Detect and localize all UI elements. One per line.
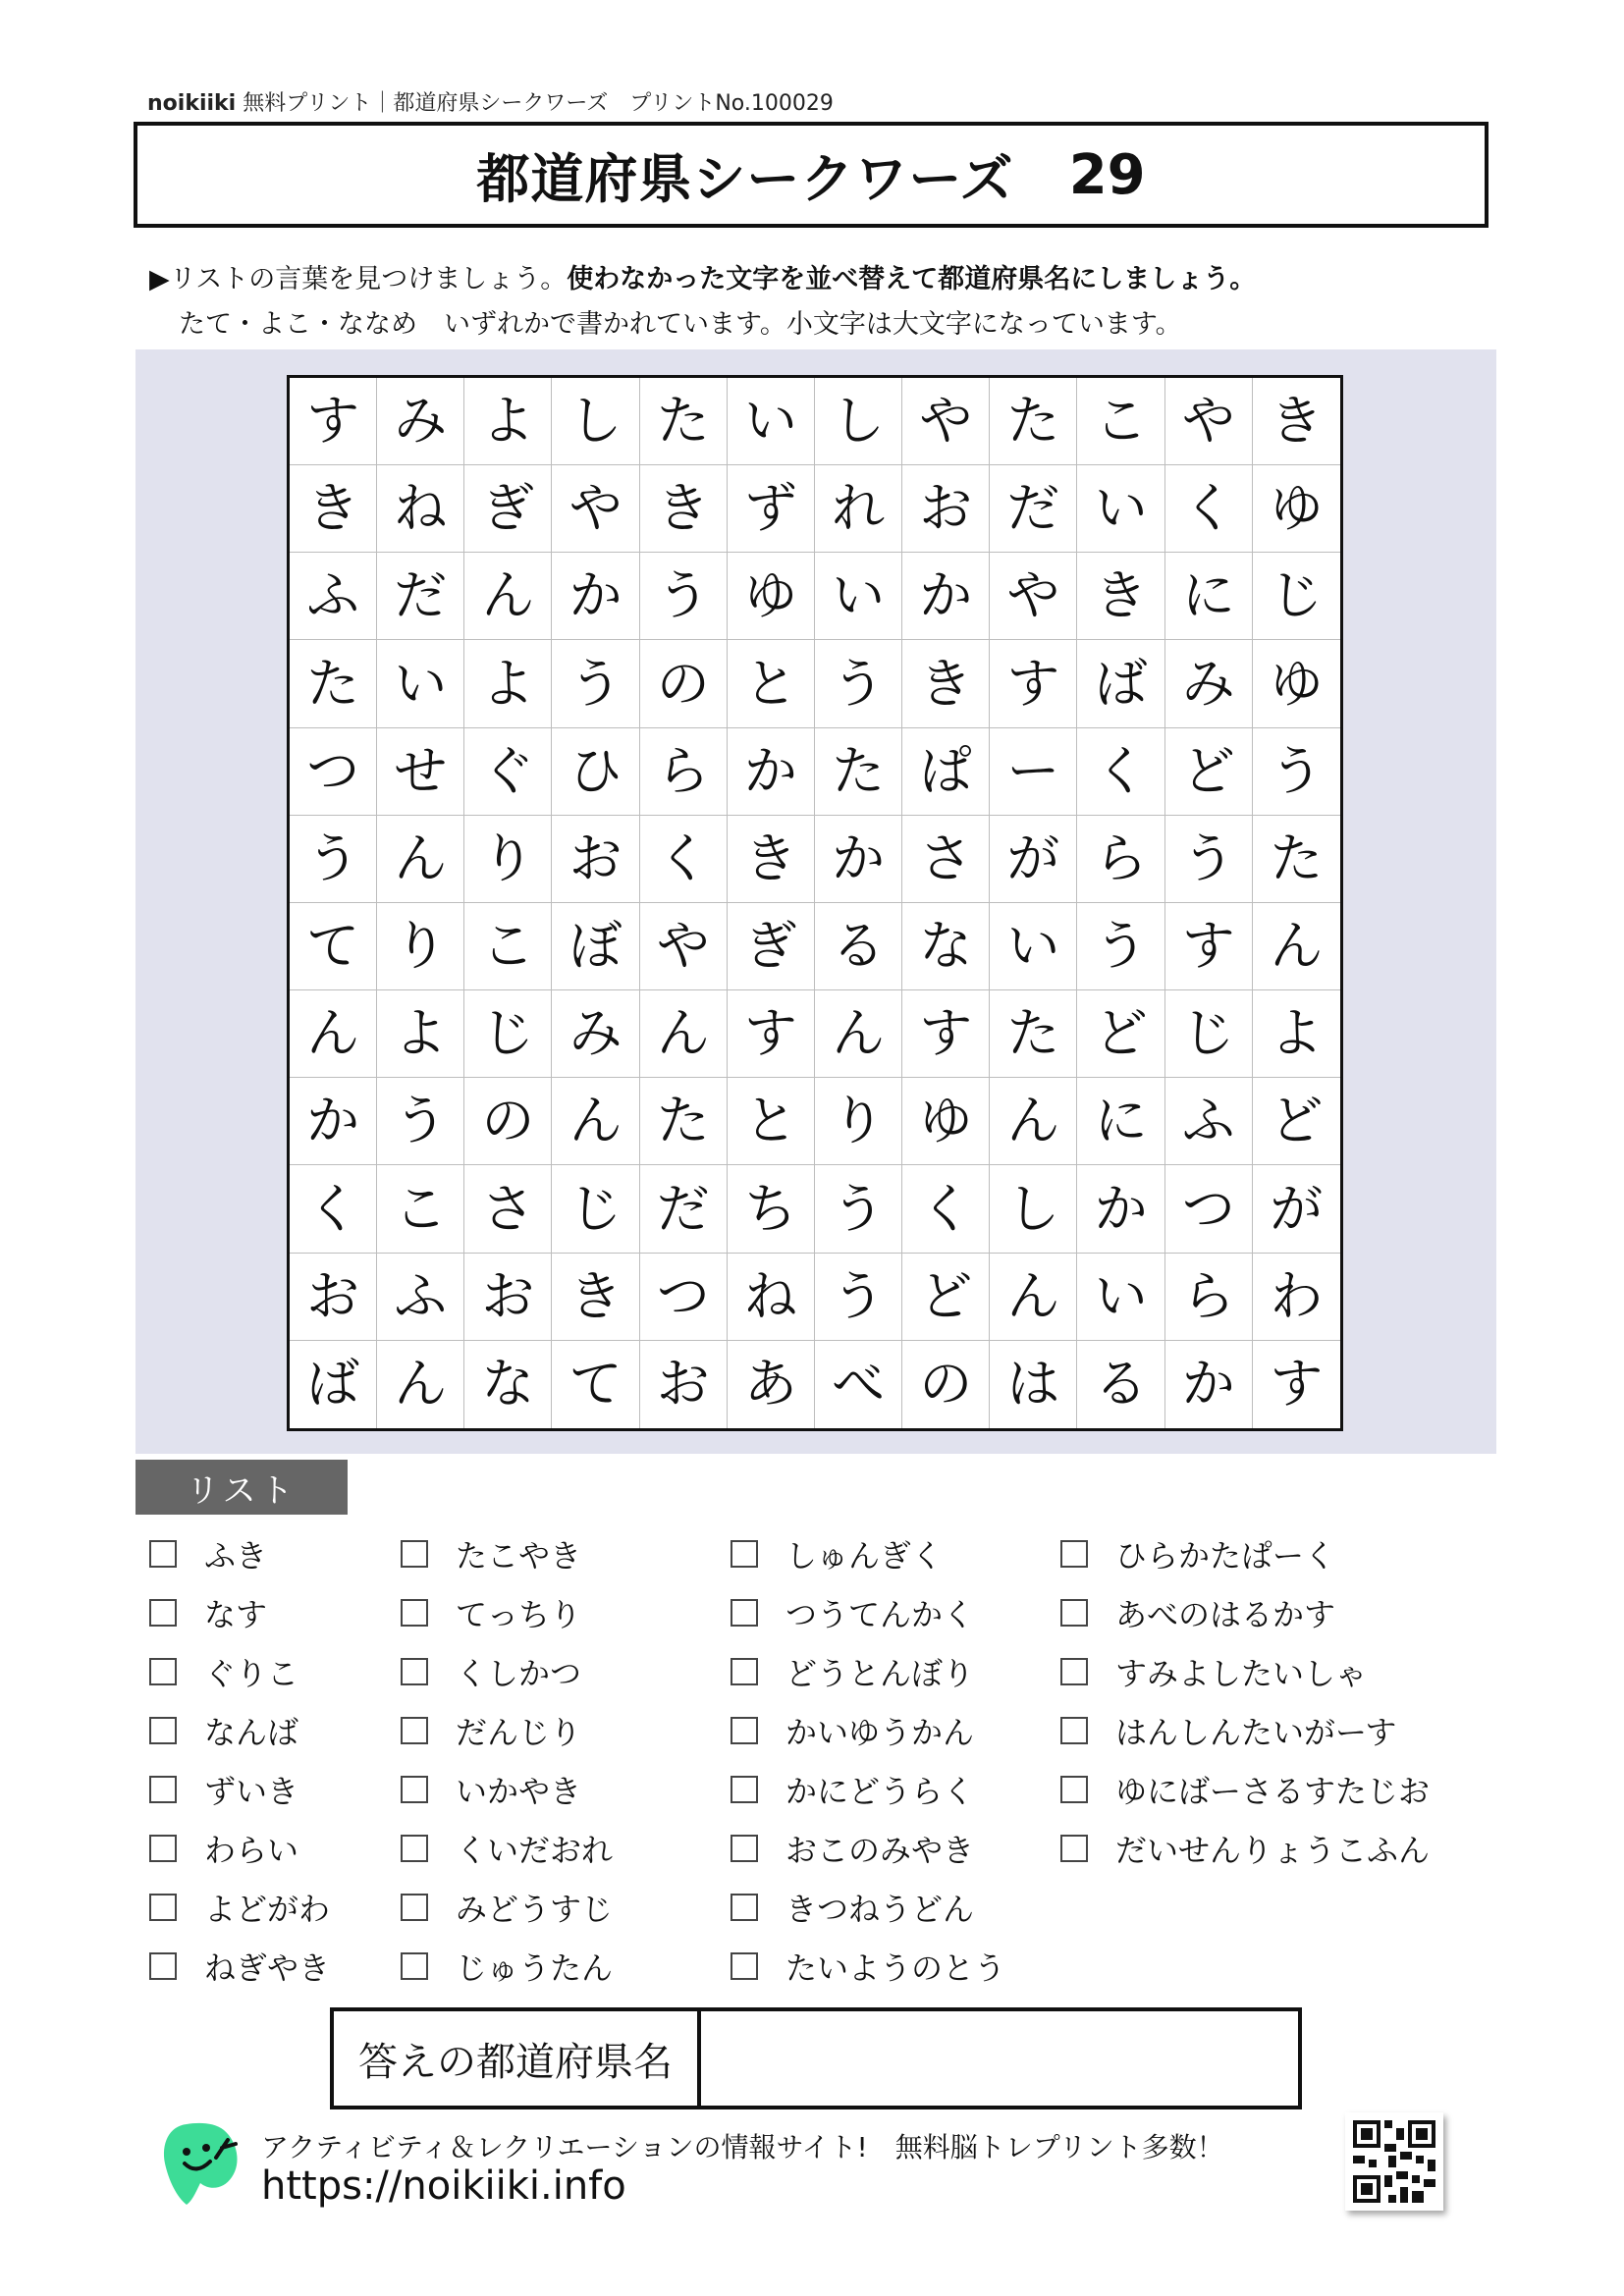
grid-cell: ん [640,990,728,1078]
grid-cell: ね [728,1254,815,1341]
word-label: ねぎやき [204,1949,331,1987]
list-item [401,1767,581,1812]
word-checkbox[interactable] [401,1717,428,1744]
footer-tagline: アクティビティ＆レクリエーションの情報サイト! 無料脳トレプリント多数！ [261,2131,1224,2163]
word-checkbox[interactable] [401,1658,428,1685]
footer-url[interactable]: https://noikiiki.info [261,2163,626,2209]
grid-cell: ち [728,1165,815,1253]
grid-cell: み [552,990,639,1078]
grid-cell: に [1077,1078,1164,1165]
word-checkbox[interactable] [149,1658,177,1685]
word-checkbox[interactable] [401,1835,428,1862]
word-checkbox[interactable] [1060,1658,1088,1685]
grid-cell: ぼ [552,903,639,990]
qr-code-icon [1345,2112,1443,2211]
grid-cell: か [1165,1341,1253,1428]
list-item [401,1708,581,1753]
grid-cell: こ [1077,378,1164,465]
word-label: ずいき [204,1773,299,1810]
grid-cell: ふ [377,1254,464,1341]
word-checkbox[interactable] [401,1540,428,1568]
grid-cell: な [902,903,990,990]
grid-cell: よ [464,640,552,727]
word-checkbox[interactable] [1060,1540,1088,1568]
grid-cell: ゆ [1253,640,1340,727]
grid-cell: ふ [1165,1078,1253,1165]
word-label: なす [204,1596,268,1633]
grid-cell: し [815,378,902,465]
word-checkbox[interactable] [731,1952,758,1980]
grid-cell: ん [377,816,464,903]
grid-cell: う [1165,816,1253,903]
grid-cell: す [728,990,815,1078]
grid-cell: ら [1165,1254,1253,1341]
list-item [401,1531,581,1576]
word-label: すみよしたいしゃ [1115,1655,1368,1692]
grid-cell: ぎ [464,465,552,553]
grid-cell: く [902,1165,990,1253]
grid-cell: た [290,640,377,727]
list-item [149,1708,298,1753]
grid-cell: す [902,990,990,1078]
grid-cell: ん [464,553,552,640]
grid-cell: の [464,1078,552,1165]
grid-cell: り [464,816,552,903]
answer-box [330,2007,1302,2109]
word-label: きつねうどん [785,1891,975,1928]
grid-cell: す [1270,1353,1324,1415]
word-checkbox[interactable] [731,1835,758,1862]
grid-cell: よ [1253,990,1340,1078]
grid-cell: う [815,640,902,727]
grid-cell: い [377,640,464,727]
list-title: リスト [135,1460,348,1515]
instruction-line-2: たて・よこ・ななめ いずれかで書かれています。小文字は大文字になっています。 [179,309,1182,340]
grid-cell: と [728,640,815,727]
word-label: じゅうたん [456,1949,614,1987]
grid-cell: ば [290,1341,377,1428]
grid-cell: い [1077,1254,1164,1341]
grid-cell: ど [1165,728,1253,816]
answer-label: 答えの都道府県名 [334,2011,701,2106]
list-item [731,1531,943,1576]
grid-cell: か [728,728,815,816]
word-checkbox[interactable] [149,1717,177,1744]
list-item [149,1649,298,1694]
grid-cell: ん [552,1078,639,1165]
grid-cell: と [728,1078,815,1165]
word-label: しゅんぎく [785,1537,944,1575]
list-item [149,1826,298,1871]
list-item [401,1885,613,1930]
grid-cell: ふ [290,553,377,640]
grid-cell: ん [290,990,377,1078]
grid-cell: だ [377,553,464,640]
word-checkbox[interactable] [401,1894,428,1921]
word-label: かいゆうかん [785,1714,975,1751]
grid-cell: の [640,640,728,727]
list-item [731,1767,974,1812]
grid-cell: き [1077,553,1164,640]
word-label: たいようのとう [785,1949,1006,1987]
grid-cell: ど [1077,990,1164,1078]
word-checkbox[interactable] [401,1776,428,1803]
grid-cell: う [640,553,728,640]
list-item [149,1944,330,1989]
grid-cell: か [815,816,902,903]
grid-cell: さ [464,1165,552,1253]
grid-cell: や [552,465,639,553]
grid-cell: に [1165,553,1253,640]
grid-cell: り [815,1078,902,1165]
list-item [1060,1826,1430,1871]
grid-cell: か [1077,1165,1164,1253]
grid-cell: わ [1253,1254,1340,1341]
word-label: どうとんぼり [785,1655,975,1692]
list-item [731,1649,974,1694]
page-title: 都道府県シークワーズ [476,147,1014,210]
grid-cell: き [552,1254,639,1341]
word-label: だいせんりょうこふん [1115,1832,1431,1869]
grid-cell: じ [1165,990,1253,1078]
list-item [1060,1649,1367,1694]
word-label: てっちり [456,1596,582,1633]
grid-cell: し [552,378,639,465]
grid-cell: う [1077,903,1164,990]
word-checkbox[interactable] [149,1776,177,1803]
grid-cell: き [290,465,377,553]
grid-cell: ひ [552,728,639,816]
grid-cell: う [377,1078,464,1165]
grid-cell: う [1253,728,1340,816]
header-line [147,86,834,117]
grid-cell: じ [552,1165,639,1253]
grid-cell: お [464,1254,552,1341]
list-item [149,1590,267,1635]
grid-cell: だ [640,1165,728,1253]
list-item [401,1826,613,1871]
word-label: つうてんかく [785,1596,975,1633]
grid-cell: い [815,553,902,640]
word-checkbox[interactable] [149,1952,177,1980]
grid-cell: さ [902,816,990,903]
grid-cell: か [552,553,639,640]
word-search-grid [287,375,1343,1431]
grid-cell: ゆ [728,553,815,640]
word-label: はんしんたいがーす [1115,1714,1397,1751]
grid-cell: た [990,990,1077,1078]
instruction-bold: 使わなかった文字を並べ替えて都道府県名にしましょう。 [567,264,1257,294]
word-label: ぐりこ [204,1655,299,1692]
grid-cell: の [902,1341,990,1428]
grid-cell: だ [990,465,1077,553]
grid-cell: た [640,378,728,465]
word-label: だんじり [456,1714,582,1751]
title-box [134,122,1489,228]
grid-cell: な [464,1341,552,1428]
word-label: ゆにばーさるすたじお [1115,1773,1431,1810]
word-checkbox[interactable] [731,1717,758,1744]
grid-cell: れ [815,465,902,553]
grid-cell: す [990,640,1077,727]
grid-cell: る [1077,1341,1164,1428]
grid-cell: べ [815,1341,902,1428]
word-label: くいだおれ [456,1832,614,1869]
grid-cell: て [290,903,377,990]
word-checkbox[interactable] [731,1894,758,1921]
grid-cell: た [990,378,1077,465]
list-item [731,1944,1005,1989]
grid-cell: う [815,1254,902,1341]
grid-cell: や [902,378,990,465]
grid-cell: く [640,816,728,903]
list-item [149,1531,267,1576]
word-label: なんば [204,1714,299,1751]
word-label: ひらかたぱーく [1115,1537,1336,1575]
word-label: かにどうらく [785,1773,975,1810]
word-label: よどがわ [204,1891,331,1928]
grid-cell: せ [377,728,464,816]
grid-cell: ん [815,990,902,1078]
word-label: ふき [204,1537,268,1575]
word-label: いかやき [456,1773,582,1810]
grid-cell: ん [990,1254,1077,1341]
list-item [149,1885,330,1930]
noikiiki-mascot-icon [157,2118,247,2213]
grid-cell: か [290,1078,377,1165]
word-checkbox[interactable] [1060,1776,1088,1803]
list-item [401,1944,613,1989]
grid-cell: た [1253,816,1340,903]
grid-cell: か [902,553,990,640]
grid-cell: く [290,1165,377,1253]
list-item [149,1767,298,1812]
grid-cell: う [815,1165,902,1253]
grid-cell: よ [464,378,552,465]
list-item [1060,1531,1335,1576]
grid-cell: い [1077,465,1164,553]
word-label: わらい [204,1832,299,1869]
grid-cell: く [1077,728,1164,816]
grid-cell: ど [902,1254,990,1341]
word-checkbox[interactable] [731,1599,758,1627]
list-item [731,1708,974,1753]
word-checkbox[interactable] [1060,1835,1088,1862]
grid-cell: き [902,640,990,727]
grid-cell: じ [464,990,552,1078]
grid-cell: つ [290,728,377,816]
grid-cell: た [815,728,902,816]
word-label: たこやき [456,1537,582,1575]
instruction-normal: ▶リストの言葉を見つけましょう。 [149,264,568,294]
list-item [1060,1767,1430,1812]
list-item [401,1590,581,1635]
grid-cell: お [290,1254,377,1341]
puzzle-number: 29 [1068,142,1146,207]
word-label: みどうすじ [456,1891,614,1928]
grid-cell: や [640,903,728,990]
word-checkbox[interactable] [149,1894,177,1921]
instruction-line-1 [149,257,1256,295]
grid-cell: ぎ [728,903,815,990]
grid-cell: う [552,640,639,727]
grid-cell: や [990,553,1077,640]
grid-cell: や [1165,378,1253,465]
grid-cell: き [1253,378,1340,465]
word-checkbox[interactable] [149,1599,177,1627]
grid-cell: つ [1165,1165,1253,1253]
grid-cell: こ [464,903,552,990]
grid-cell: ど [1253,1078,1340,1165]
list-item [731,1885,974,1930]
list-item [401,1649,581,1694]
word-checkbox[interactable] [731,1658,758,1685]
grid-cell: み [1165,640,1253,727]
grid-cell: は [990,1341,1077,1428]
grid-cell: が [990,816,1077,903]
grid-cell: ば [1077,640,1164,727]
grid-cell: し [990,1165,1077,1253]
grid-cell: ん [1253,903,1340,990]
word-checkbox[interactable] [731,1776,758,1803]
grid-cell: が [1253,1165,1340,1253]
grid-cell: て [552,1341,639,1428]
grid-cell: じ [1253,553,1340,640]
header-subtitle: 無料プリント｜都道府県シークワーズ プリントNo.100029 [236,91,834,116]
word-checkbox[interactable] [401,1599,428,1627]
grid-cell: い [990,903,1077,990]
grid-cell: き [640,465,728,553]
list-item [731,1826,974,1871]
grid-cell: よ [377,990,464,1078]
grid-cell: つ [640,1254,728,1341]
word-label: くしかつ [456,1655,582,1692]
grid-cell: く [1165,465,1253,553]
word-checkbox[interactable] [1060,1599,1088,1627]
word-label: おこのみやき [785,1832,975,1869]
grid-cell: ら [640,728,728,816]
answer-field[interactable] [701,2011,1298,2106]
word-label: あべのはるかす [1115,1596,1336,1633]
grid-cell: ぱ [902,728,990,816]
grid-cell: い [728,378,815,465]
grid-cell: ん [377,1341,464,1428]
grid-cell: ん [990,1078,1077,1165]
grid-cell: ゆ [1253,465,1340,553]
brand-name: noikiiki [147,91,237,116]
grid-cell: あ [728,1341,815,1428]
word-checkbox[interactable] [149,1540,177,1568]
grid-cell: う [290,816,377,903]
word-checkbox[interactable] [401,1952,428,1980]
list-item [731,1590,974,1635]
grid-cell: ー [990,728,1077,816]
grid-cell: す [1165,903,1253,990]
word-checkbox[interactable] [149,1835,177,1862]
grid-cell: お [640,1341,728,1428]
grid-cell: ら [1077,816,1164,903]
grid-cell: ぐ [464,728,552,816]
grid-cell: ね [377,465,464,553]
grid-cell: こ [377,1165,464,1253]
grid-cell: お [552,816,639,903]
grid-cell: み [377,378,464,465]
word-checkbox[interactable] [1060,1717,1088,1744]
grid-cell: お [902,465,990,553]
list-item [1060,1708,1396,1753]
grid-cell: た [640,1078,728,1165]
grid-cell: き [728,816,815,903]
grid-cell: る [815,903,902,990]
grid-cell: ず [728,465,815,553]
list-item [1060,1590,1335,1635]
grid-cell: り [377,903,464,990]
grid-cell: ゆ [902,1078,990,1165]
word-checkbox[interactable] [731,1540,758,1568]
grid-cell: す [290,378,377,465]
